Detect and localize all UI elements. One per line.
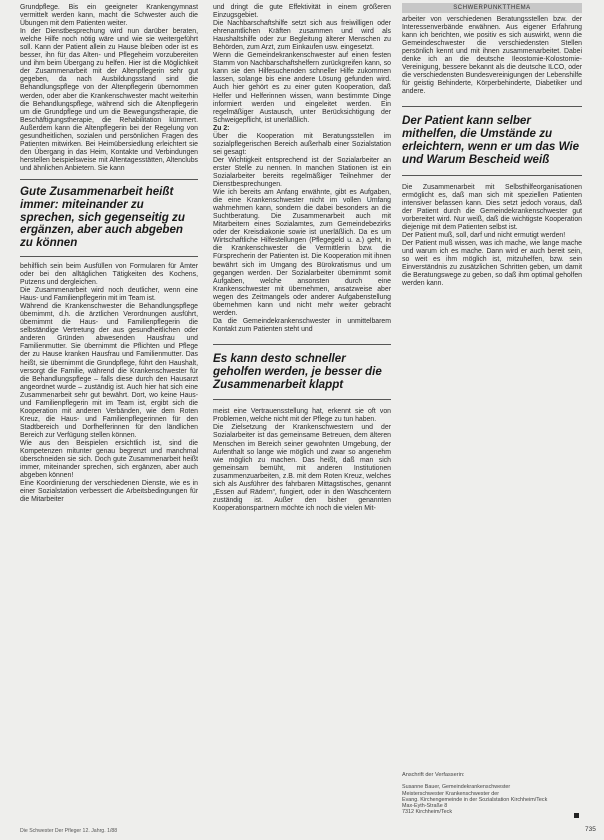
address-line: 7312 Kirchheim/Teck [402, 809, 453, 816]
paragraph: Über die Kooperation mit Beratungsstellen im sozialpflegerischen Bereich außerhalb einer Sozialstation sei gesagt: [213, 132, 391, 156]
divider [402, 175, 582, 176]
pull-quote: Es kann desto schneller geholfen werden, je besser die Zusammenarbeit klappt [213, 351, 382, 391]
divider [213, 344, 391, 345]
column-2 [213, 4, 391, 513]
paragraph: Wie aus den Beispielen ersichtlich ist, sind die Kompetenzen mitunter genau begrenzt und manchmal überschneiden sie sich. Doch gute Zusammenarbeit heißt immer, miteinander sprechen, sich ergänzen, aber auch abgeben können! [20, 440, 198, 480]
address-line: Meisterschwester Krankenschwester der [402, 790, 500, 797]
divider [20, 179, 198, 180]
author-address [402, 772, 582, 816]
divider [20, 256, 198, 257]
paragraph: Die Nachbarschaftshilfe setzt sich aus freiwilligen oder ehrenamtlichen Kräften zusammen und wird als Haushaltshilfe oder zur Begleitung älterer Menschen zu Behörden, zum Arzt, zum Einkaufen usw. eingesetzt. [213, 20, 391, 52]
paragraph: Der Wichtigkeit entsprechend ist der Sozialarbeiter an erster Stelle zu nennen. In manchen Stationen ist ein Sozialarbeiter bereits regelmäßiger Teilnehmer der Dienstbesprechungen. [213, 156, 391, 189]
paragraph: Grundpflege. Bis ein geeigneter Krankengymnast vermittelt werden kann, macht die Schwester auch die Übungen mit dem Patienten weiter. [20, 4, 198, 28]
address-line: Max-Eyth-Straße 8 [402, 803, 448, 810]
paragraph: meist eine Vertrauensstellung hat, erkennt sie oft von Problemen, welche nicht mit der Pflege zu tun haben. [213, 408, 391, 424]
paragraph: In der Dienstbesprechung wird nun darüber beraten, welche Hilfe noch nötig wäre und wie sie weitergeführt soll. Kann der Patient allein zu Hause bleiben oder ist es besser, ihn für das Alten- und Pflegeheim vorzubereiten und ihm beim Übergang zu helfen. Hier ist die Möglichkeit der Zusammenarbeit mit der Altenpflegerin sehr gut gegeben, da nach Ausbildungsstand sind die Behandlungspflege von der Altenpflegerin übernommen werden, oder aber die Krankenschwester macht weiterhin die Behandlungspflege, während sich die Altenpflegerin um die Grundpflege und um die Bewegungstherapie, die Beschäftigungstherapie, die Rehabilitation kümmert. Außerdem kann die Altenpflegerin bei der Regelung von gesundheitlichen, sozialen und persönlichen Fragen des Patienten mitwirken. Bei Heimübersiedlung erleichtert sie den Übergang in das Heim, Kontakte und Verbindungen herstellen beispielsweise mit Altentagesstätten, Altenclubs und ähnlichen Anbietern. Sie kann [20, 28, 198, 172]
paragraph: Da die Gemeindekrankenschwester in unmittelbarem Kontakt zum Patienten steht und [213, 317, 391, 333]
paragraph: Der Patient muß, soll, darf und nicht ermutigt werden! [402, 231, 566, 239]
paragraph: Der Patient muß wissen, was ich mache, wie lange mache und warum ich es mache. Dann wird er auch bereit sein, so weit es ihm möglich ist, mitzuhelfen, bzw. sein Einverständnis zu zusätzlichen Schritten geben, um damit die Beratungswege zu geben, so daß ihm optimal geholfen werden kann. [402, 239, 582, 288]
divider [213, 399, 391, 400]
paragraph: behilflich sein beim Ausfüllen von Formularen für Ämter oder bei den alltäglichen Tätigkeiten des Kochens, Putzens und dergleichen. [20, 262, 198, 287]
paragraph: Wie ich bereits am Anfang erwähnte, gibt es Aufgaben, die eine Krankenschwester nicht im vollen Umfang wahrnehmen kann, sondern die dabei besonders an die Suchtberatung. Die Zusammenarbeit auch mit Mitarbeitern eines Sozialamtes, zum Gemeindebezirks oder der Kreisdiakonie sowie ist unerläßlich. Da es um Wirtschaftliche Hilfestellungen (Pflegegeld u. a.) geht, in die Krankenschwester die Vermittlerin bzw. die Fürsprecherin der Patienten ist. Die Kooperation mit ihnen bewährt sich im Umgang des Bürokratismus und um gegangen werden. Der Sozialarbeiter übernimmt somit Aufgaben, welche ansonsten durch eine Krankenschwester mit übernehmen, ansatzweise aber wegen des Zeitmangels oder anderer Aufgabenstellung übernehmen kann und nicht mehr weiter gebracht werden. [213, 189, 391, 317]
column-1 [20, 4, 198, 504]
pull-quote: Gute Zusammenarbeit heißt immer: miteinander zu sprechen, sich gegenseitig zu ergänzen, aber auch abgeben zu können [20, 184, 185, 250]
page-number: 735 [585, 826, 596, 833]
divider [402, 106, 582, 107]
paragraph: Die Zielsetzung der Krankenschwestern und der Sozialarbeiter ist das gemeinsame Betreuen, dem älteren Menschen im Bereich seiner gewohnten Umgebung, der Aufenthalt so lange wie möglich und zwar so angenehm wie möglich zu machen. Das heißt, daß man sich gemeinsam bemüht, mit anderen Institutionen zusammenzuarbeiten, z.B. mit dem Roten Kreuz, welches sich als Ausführer des fahrbaren Mittagstisches, genannt „Essen auf Rädern“, fungiert, oder in den Waschcentern zuständig ist. Außer den bisher genannten Kooperationspartnern möchte ich noch die vielen Mit- [213, 424, 391, 512]
footer-publication: Die Schwester Der Pfleger 12. Jahrg. 1/88 [20, 828, 118, 834]
address-line: Susanne Bauer, Gemeindekrankenschwester [402, 784, 511, 791]
column-3 [402, 16, 582, 288]
paragraph: Wenn die Gemeindekrankenschwester auf einen festen Stamm von Nachbarschaftshelfern zurückgreifen kann, so kann sie den Hilfesuchenden schneller Hilfe zukommen lassen, solange bis eine andere Lösung gefunden wird. Auch hier gehört es zu einer guten Kooperation, daß Helfer und Helferinnen wissen, wann bestimmte Dinge informiert werden und eingeleitet werden. Ein regelmäßiger Austausch, unter Berücksichtigung der Schweigepflicht, ist unerläßlich. [213, 52, 391, 124]
pull-quote: Der Patient kann selber mithelfen, die Umstände zu erleichtern, wenn er um das Wie und Warum Bescheid weiß [402, 114, 580, 166]
address-line: Evang. Kirchengemeinde in der Sozialstation Kirchheim/Teck [402, 796, 548, 803]
section-heading: Zu 2: [213, 124, 230, 132]
paragraph: arbeiter von verschiedenen Beratungsstellen bzw. der Interessenverbände erwähnen. Aus eigener Erfahrung kann ich berichten, wie positiv es sich auswirkt, wenn die Gemeindeschwester die verschiedensten Stellen persönlich kennt und mit ihnen zusammenarbeitet. Dabei denke ich an die deutsche Ileostomie-Kolostomie-Vereinigung, bessere bekannt als die deutsche ILCO, oder die verschiedensten Bundesvereinigungen der Lebenshilfe für geistig Behinderte, Körperbehinderte, Diabetiker und andere. [402, 16, 582, 96]
section-tag: SCHWERPUNKTTHEMA [402, 3, 582, 13]
paragraph: Eine Koordinierung der verschiedenen Dienste, wie es in einer Sozialstation verbessert die Arbeitsbedingungen für die Mitarbeiter [20, 480, 198, 504]
paragraph: und dringt die gute Effektivität in einem größeren Einzugsgebiet. [213, 4, 391, 20]
end-square-icon [574, 813, 579, 818]
paragraph: Die Zusammenarbeit wird noch deutlicher, wenn eine Haus- und Familienpflegerin mit im Team ist. [20, 287, 198, 303]
paragraph: Die Zusammenarbeit mit Selbsthilfeorganisationen ermöglicht es, daß man sich mit speziellen Patienten intensiver befassen kann. Dies setzt jedoch voraus, daß der Patient durch die Gemeindekrankenschwester gut vorbereitet wird. Nur weiß, daß die wichtigste Kooperation diejenige mit dem Patienten selbst ist. [402, 183, 582, 231]
address-label: Anschrift der Verfasserin: [402, 772, 465, 778]
paragraph: Während die Krankenschwester die Behandlungspflege übernimmt, d.h. die ärztlichen Verordnungen ausführt, übernimmt die Haus- und Familienpflegerin die selbständige Vertretung der aus gesundheitlichen oder anderen Gründen abwesenden Hausfrau und Familienmutter. Sie übernimmt die Pflichten und Pflege der zu Hause kranken Hausfrau und Familienmutter. Das heißt, sie übernimmt die Grundpflege, führt den Haushalt, versorgt die Familie, während die Krankenschwester für die Behandlungspflege – falls diese durch den Hausarzt angeordnet wurde – zuständig ist. Auch hier hat sich eine Zusammenarbeit sehr gut bewährt. Dort, wo keine Haus- und Familienpflegerin mit im Team ist, ergibt sich die Kooperation mit anderen Verbänden, wie dem Roten Kreuz, die Haus- und Familienpflegerinnen für den Stadtbereich und Dorfhelferinnen für den ländlichen Bereich zur Verfügung stellen können. [20, 303, 198, 439]
